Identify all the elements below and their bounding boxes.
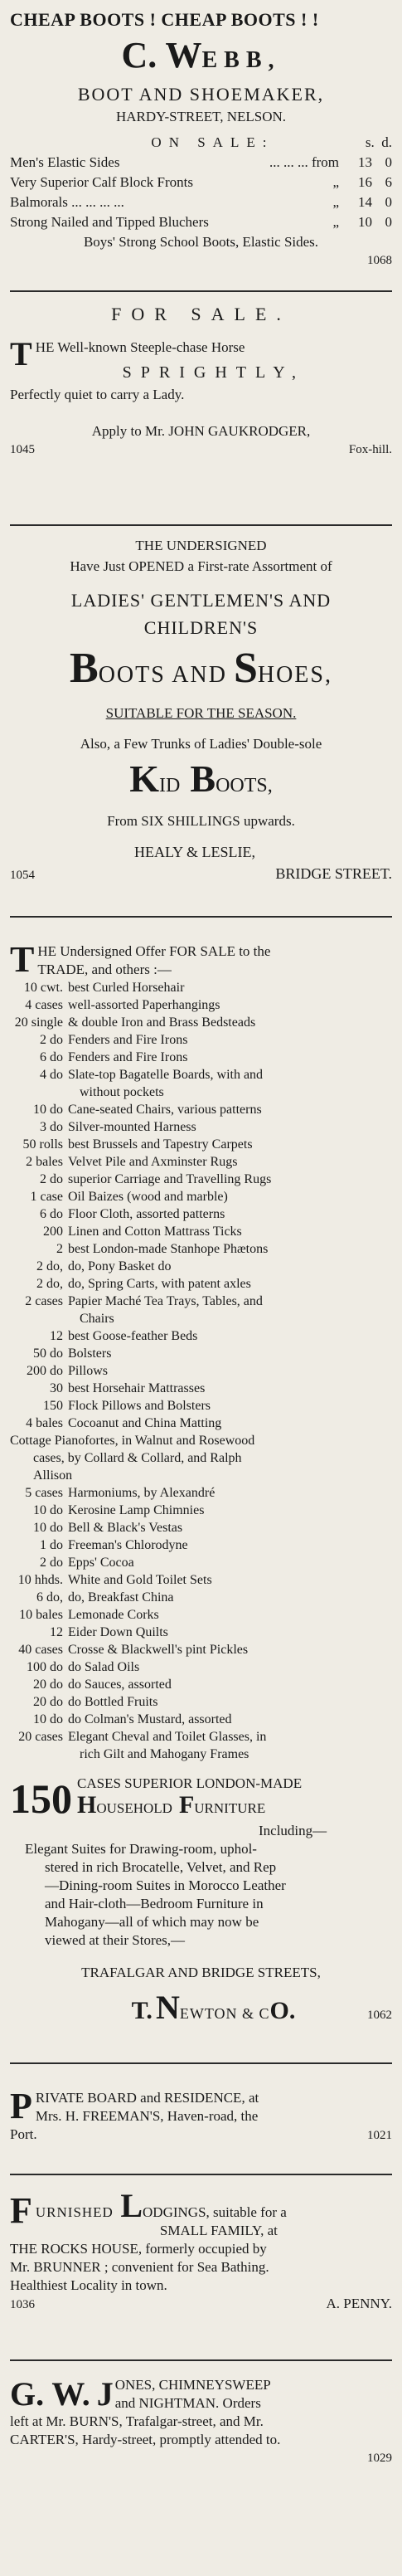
item-description: do, Spring Carts, with patent axles: [68, 1277, 251, 1291]
item-description: Fenders and Fire Irons: [68, 1050, 188, 1064]
ad4-streets: TRAFALGAR AND BRIDGE STREETS,: [81, 1965, 321, 1980]
list-item: [10, 1188, 392, 1205]
suite-line: —Dining-room Suites in Morocco Leather: [45, 1877, 286, 1893]
list-item: [10, 1554, 392, 1571]
ad2-intro: [10, 335, 392, 385]
list-item: [10, 1083, 392, 1101]
divider: [10, 2062, 392, 2064]
list-item: [10, 1240, 392, 1258]
ad5-line2: Mrs. H. FREEMAN'S, Haven-road, the: [35, 2108, 259, 2124]
ad4-hf1: CASES SUPERIOR LONDON-MADE: [77, 1775, 303, 1791]
dropcap: T: [10, 939, 35, 980]
cap-f: F: [178, 1791, 195, 1819]
item-description: Velvet Pile and Axminster Rugs: [68, 1155, 238, 1169]
list-item: [10, 1380, 392, 1397]
item-quantity: 50 rolls: [22, 1137, 63, 1152]
word-ewton: EWTON & C: [179, 2005, 270, 2022]
item-quantity: 2: [56, 1242, 63, 1256]
list-item: [10, 1014, 392, 1031]
suite-line: Elegant Suites for Drawing-room, uphol-: [25, 1841, 257, 1857]
list-item: [10, 1693, 392, 1711]
divider: [10, 290, 392, 292]
item-quantity: 2 do,: [36, 1277, 63, 1291]
list-item: [10, 1571, 392, 1589]
list-item: [10, 1223, 392, 1240]
item-quantity: 2 do: [40, 1172, 63, 1186]
list-item: [10, 1502, 392, 1519]
ad7-line1: ONES, CHIMNEYSWEEP: [114, 2377, 271, 2393]
divider: [10, 2359, 392, 2361]
item-description: do Salad Oils: [68, 1660, 140, 1674]
item-quantity: 2 do: [40, 1556, 63, 1570]
ad5-ref: 1021: [367, 2129, 392, 2142]
dropcap: F: [10, 2190, 32, 2231]
item-quantity: 50 do: [33, 1346, 63, 1361]
ad4-ref: 1062: [366, 2009, 392, 2022]
price-row: [10, 173, 392, 192]
ad6-sign: A. PENNY.: [326, 2296, 392, 2311]
item-description: Fenders and Fire Irons: [68, 1033, 188, 1047]
list-item: [10, 1536, 392, 1554]
list-item: [10, 1171, 392, 1188]
cap-h: H: [77, 1791, 97, 1819]
ad3-price: From SIX SHILLINGS upwards.: [107, 813, 295, 829]
item-description: Papier Maché Tea Trays, Tables, and: [68, 1294, 263, 1308]
price-row: [10, 153, 392, 173]
ad6-ref: 1036: [10, 2298, 35, 2311]
ad3-line1: THE UNDERSIGNED: [135, 538, 267, 553]
ad5-footer: [10, 2126, 392, 2145]
item-quantity: 40 cases: [18, 1643, 63, 1657]
dropcap: P: [10, 2086, 32, 2126]
list-item: [10, 1258, 392, 1275]
item-quantity: 4 do: [40, 1068, 63, 1082]
ad2-location: Fox-hill.: [348, 443, 392, 456]
word-oots: OOTS AND: [98, 662, 227, 688]
ad7-line3: left at Mr. BURN'S, Trafalgar-street, and Mr.: [10, 2413, 264, 2429]
ad6-line2: SMALL FAMILY, at: [159, 2223, 278, 2238]
item-description: & double Iron and Brass Bedsteads: [68, 1015, 256, 1030]
item-quantity: 200: [43, 1225, 63, 1239]
cottage-line: cases, by Collard & Collard, and Ralph: [33, 1451, 242, 1465]
ad1-onsale: ON SALE:: [151, 134, 274, 150]
item-description: Cocoanut and China Matting: [68, 1416, 222, 1430]
item-description: Elegant Cheval and Toilet Glasses, in: [68, 1730, 267, 1744]
ad4-firm-name: [132, 1988, 296, 2027]
ad2-footer: [10, 441, 392, 458]
ad7-initials: G. W.: [10, 2375, 90, 2413]
ad6-body: [10, 2187, 392, 2314]
price-fill: „: [332, 194, 339, 210]
ad1-header: CHEAP BOOTS ! CHEAP BOOTS ! !: [10, 9, 319, 30]
price-d: 0: [385, 194, 392, 210]
item-quantity: 4 bales: [26, 1416, 63, 1430]
item-quantity: 12: [50, 1625, 63, 1639]
item-description: Bell & Black's Vestas: [68, 1521, 183, 1535]
ad6-footer: [10, 2295, 392, 2314]
ad2-intro-text: HE Well-known Steeple-chase Horse: [35, 339, 245, 355]
list-item: [10, 1066, 392, 1083]
item-description: best Horsehair Mattrasses: [68, 1381, 206, 1395]
price-label: Balmorals ... ... ... ...: [10, 194, 124, 210]
item-quantity: 6 do: [40, 1207, 63, 1221]
list-item: [10, 1049, 392, 1066]
item-quantity: 20 single: [14, 1015, 63, 1030]
ad3-firm: HEALY & LESLIE,: [134, 844, 256, 860]
list-item: [10, 1519, 392, 1536]
price-row: [10, 192, 392, 212]
item-description: Harmoniums, by Alexandré: [68, 1486, 216, 1500]
word-oots2: OOTS,: [216, 775, 273, 796]
list-item: [10, 1101, 392, 1118]
ad1-price-list: [10, 153, 392, 232]
list-item: [10, 1310, 392, 1327]
item-description: Oil Baizes (wood and marble): [68, 1190, 228, 1204]
ad3-line2: Have Just OPENED a First-rate Assortment of: [70, 558, 332, 574]
cap-l: L: [120, 2187, 143, 2224]
item-quantity: 4 cases: [25, 998, 63, 1012]
item-quantity: 10 do: [33, 1712, 63, 1726]
ad6-line4: Mr. BRUNNER ; convenient for Sea Bathing.: [10, 2259, 269, 2275]
ad7-body: [10, 2376, 392, 2467]
item-description: Cane-seated Chairs, various patterns: [68, 1103, 262, 1117]
ad6-line5: Healthiest Locality in town.: [10, 2277, 167, 2293]
item-description: Floor Cloth, assorted patterns: [68, 1207, 225, 1221]
item-description: do Sauces, assorted: [68, 1678, 172, 1692]
word-hoes: HOES,: [257, 662, 332, 688]
ad3-kid-boots: [10, 757, 392, 811]
list-item: [10, 1484, 392, 1502]
ad1-ref: 1068: [367, 254, 392, 267]
ad1-trade: BOOT AND SHOEMAKER,: [77, 84, 325, 105]
item-description: Linen and Cotton Mattrass Ticks: [68, 1225, 242, 1239]
ad1-onsale-row: [10, 133, 392, 153]
price-s: 13: [358, 154, 372, 170]
cap-o: O.: [269, 1997, 296, 2024]
item-description: superior Carriage and Travelling Rugs: [68, 1172, 272, 1186]
price-fill: „: [332, 214, 339, 230]
list-item: [10, 1136, 392, 1153]
item-quantity: 20 do: [33, 1695, 63, 1709]
ad-private-board: [10, 2086, 392, 2165]
list-item: [10, 1711, 392, 1728]
ad5-line1: RIVATE BOARD and RESIDENCE, at: [35, 2090, 259, 2106]
price-s: 14: [358, 194, 372, 210]
ad1-school: Boys' Strong School Boots, Elastic Sides.: [83, 234, 319, 250]
list-item: [10, 1205, 392, 1223]
list-item: [10, 1728, 392, 1746]
ad1-currency: [366, 133, 392, 153]
ad4-cottage: [10, 1432, 392, 1484]
list-item: [10, 1153, 392, 1171]
cap-b2: B: [190, 757, 216, 800]
ad3-street: BRIDGE STREET.: [275, 865, 392, 882]
dropcap: T: [10, 335, 32, 373]
list-item: [10, 1031, 392, 1049]
ad3-season: SUITABLE FOR THE SEASON.: [105, 705, 297, 721]
list-item: [10, 1275, 392, 1293]
ad3-ref: 1054: [10, 869, 35, 882]
item-description: Eider Down Quilts: [68, 1625, 168, 1639]
item-quantity: 1 case: [30, 1190, 63, 1204]
list-item: [10, 1658, 392, 1676]
list-item: [10, 1345, 392, 1362]
list-item: [10, 1746, 392, 1763]
price-label: Very Superior Calf Block Fronts: [10, 174, 193, 190]
divider: [10, 916, 392, 918]
ad6-word1: URNISHED: [35, 2204, 114, 2220]
item-description: Silver-mounted Harness: [68, 1120, 196, 1134]
item-quantity: 6 do: [40, 1050, 63, 1064]
ad4-intro: [10, 939, 392, 980]
ad4-suites: [10, 1840, 392, 1950]
suite-line: and Hair-cloth—Bedroom Furniture in: [45, 1896, 264, 1911]
cap-k: K: [129, 757, 160, 800]
item-description: best London-made Stanhope Phætons: [68, 1242, 269, 1256]
list-item: [10, 979, 392, 996]
item-description: Pillows: [68, 1364, 109, 1378]
item-description: best Goose-feather Beds: [68, 1329, 198, 1343]
cap-j: J: [96, 2375, 114, 2413]
list-item: [10, 1118, 392, 1136]
ad3-line3: LADIES' GENTLEMEN'S AND: [70, 590, 332, 611]
item-description: Flock Pillows and Bolsters: [68, 1399, 211, 1413]
item-quantity: 12: [50, 1329, 63, 1343]
ad-for-sale-horse: [10, 302, 392, 516]
item-description: do, Breakfast China: [68, 1590, 174, 1605]
ad-cheap-boots: [10, 8, 392, 282]
ad-chimney-sweep: [10, 2376, 392, 2467]
price-d: 0: [385, 214, 392, 230]
item-quantity: 1 do: [40, 1538, 63, 1552]
item-quantity: 10 cwt.: [23, 981, 63, 995]
item-quantity: 10 hhds.: [17, 1573, 63, 1587]
ad1-address: HARDY-STREET, NELSON.: [115, 109, 287, 124]
item-description: Slate-top Bagatelle Boards, with and: [68, 1068, 264, 1082]
ad7-head: [10, 2376, 392, 2413]
item-description: do Colman's Mustard, assorted: [68, 1712, 232, 1726]
ad2-ref: 1045: [10, 443, 35, 456]
item-description: best Curled Horsehair: [68, 981, 185, 995]
ad4-inventory-list: [10, 979, 392, 1432]
price-d: 6: [385, 174, 392, 190]
item-description: White and Gold Toilet Sets: [68, 1573, 212, 1587]
ad4-intro2: TRADE, and others :—: [37, 962, 172, 977]
ad-furnished-lodgings: [10, 2187, 392, 2351]
ad3-boots-shoes: [10, 645, 392, 702]
ad7-line2: and NIGHTMAN. Orders: [114, 2395, 261, 2411]
item-quantity: 20 do: [33, 1678, 63, 1692]
list-item: [10, 1676, 392, 1693]
ad4-including: Including—: [259, 1823, 327, 1838]
ad2-desc: Perfectly quiet to carry a Lady.: [10, 387, 185, 402]
list-item: [10, 1293, 392, 1310]
item-quantity: [10, 1746, 68, 1763]
ad2-apply: Apply to Mr. JOHN GAUKRODGER,: [91, 423, 311, 439]
price-s: 10: [358, 214, 372, 230]
item-description: Kerosine Lamp Chimnies: [68, 1503, 205, 1517]
price-fill: „: [332, 174, 339, 190]
item-quantity: 10 do: [33, 1521, 63, 1535]
ad4-big-num: 150: [10, 1775, 72, 1822]
ad3-line4: CHILDREN'S: [143, 617, 259, 638]
item-description: rich Gilt and Mahogany Frames: [80, 1747, 249, 1761]
item-description: Crosse & Blackwell's pint Pickles: [68, 1643, 249, 1657]
word-ousehold: OUSEHOLD: [96, 1800, 172, 1816]
divider: [10, 2174, 392, 2175]
list-item: [10, 1624, 392, 1641]
list-item: [10, 1362, 392, 1380]
list-item: [10, 1397, 392, 1415]
suite-line: stered in rich Brocatelle, Velvet, and Rep: [45, 1859, 277, 1875]
list-item: [10, 1327, 392, 1345]
cottage-line: Cottage Pianofortes, in Walnut and Rosewood: [10, 1434, 255, 1448]
item-quantity: 20 cases: [18, 1730, 63, 1744]
currency-s: s.: [365, 134, 375, 150]
word-id: ID: [159, 775, 181, 796]
item-quantity: 6 do,: [36, 1590, 63, 1605]
item-description: Freeman's Chlorodyne: [68, 1538, 188, 1552]
word-urniture: URNITURE: [194, 1800, 266, 1816]
item-description: Lemonade Corks: [68, 1608, 159, 1622]
ad4-inventory-list-2: [10, 1484, 392, 1763]
ad2-horse: SPRIGHTLY,: [122, 363, 306, 382]
item-quantity: 10 do: [33, 1103, 63, 1117]
suite-line: Mahogany—all of which may now be: [45, 1914, 259, 1930]
item-description: Chairs: [80, 1312, 114, 1326]
item-quantity: 5 cases: [25, 1486, 63, 1500]
ad3-footer: [10, 864, 392, 885]
ad2-header: FOR SALE.: [111, 304, 291, 324]
item-quantity: 10 do: [33, 1503, 63, 1517]
cottage-line: Allison: [33, 1468, 73, 1483]
cap-s: S: [233, 645, 258, 692]
ad4-firm: [10, 1988, 392, 2027]
ad5-body: [10, 2086, 392, 2145]
item-description: without pockets: [80, 1085, 164, 1099]
cap-t: T.: [131, 1997, 153, 2024]
ad6-word2: ODGINGS, suitable for a: [143, 2204, 287, 2220]
ad5-line3: Port.: [10, 2126, 37, 2142]
list-item: [10, 1415, 392, 1432]
price-d: 0: [385, 154, 392, 170]
ad4-household-furniture: [77, 1793, 392, 1822]
item-quantity: 3 do: [40, 1120, 63, 1134]
price-s: 16: [358, 174, 372, 190]
price-label: Men's Elastic Sides: [10, 154, 120, 170]
item-quantity: 2 do,: [36, 1259, 63, 1273]
list-item: [10, 1589, 392, 1606]
ad4-furniture-heading: [10, 1775, 392, 1822]
item-quantity: 10 bales: [19, 1608, 63, 1622]
cap-b: B: [70, 645, 99, 692]
ad4-intro1: HE Undersigned Offer FOR SALE to the: [37, 943, 271, 959]
item-description: Epps' Cocoa: [68, 1556, 134, 1570]
item-quantity: 200 do: [27, 1364, 63, 1378]
suite-line: viewed at their Stores,—: [45, 1932, 186, 1948]
item-quantity: 2 bales: [26, 1155, 63, 1169]
ad3-trunks: Also, a Few Trunks of Ladies' Double-sole: [80, 736, 322, 752]
ad1-name: C. WEBB,: [121, 35, 281, 75]
cap-n: N: [155, 1989, 180, 2026]
item-quantity: 100 do: [27, 1660, 63, 1674]
currency-d: d.: [381, 134, 392, 150]
ad7-line4: CARTER'S, Hardy-street, promptly attended to.: [10, 2432, 281, 2447]
item-quantity: 2 cases: [25, 1294, 63, 1308]
item-description: best Brussels and Tapestry Carpets: [68, 1137, 253, 1152]
ad7-ref: 1029: [367, 2452, 392, 2465]
item-description: Bolsters: [68, 1346, 112, 1361]
item-quantity: 30: [50, 1381, 63, 1395]
item-description: well-assorted Paperhangings: [68, 998, 220, 1012]
item-quantity: 150: [43, 1399, 63, 1413]
item-description: do Bottled Fruits: [68, 1695, 158, 1709]
price-row: [10, 212, 392, 232]
list-item: [10, 1641, 392, 1658]
ad6-line3: THE ROCKS HOUSE, formerly occupied by: [10, 2241, 267, 2257]
list-item: [10, 1606, 392, 1624]
item-description: do, Pony Basket do: [68, 1259, 172, 1273]
item-quantity: 2 do: [40, 1033, 63, 1047]
price-fill: ... ... ... from: [269, 154, 339, 170]
item-quantity: [10, 1310, 68, 1327]
divider: [10, 524, 392, 526]
ad-healy-leslie: [10, 536, 392, 908]
ad-newton-co: [10, 939, 392, 2054]
list-item: [10, 996, 392, 1014]
item-quantity: [10, 1083, 68, 1101]
price-label: Strong Nailed and Tipped Bluchers: [10, 214, 209, 230]
